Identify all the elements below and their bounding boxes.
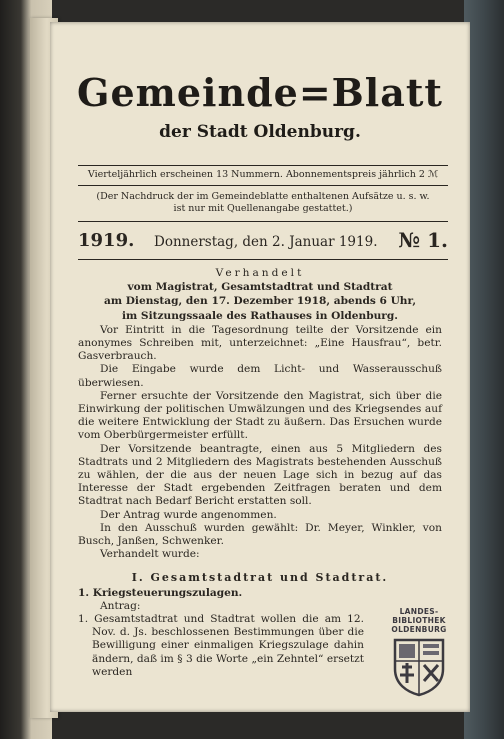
intro-line-3: im Sitzungssaale des Rathauses in Oldenburg. — [122, 309, 398, 322]
rule-issue — [78, 259, 448, 260]
paragraph-2: Die Eingabe wurde dem Licht- und Wasserausschuß überwiesen. — [78, 363, 442, 389]
list-item: 1. Gesamtstadtrat und Stadtrat wollen die am 12. Nov. d. Js. beschlossenen Bestimmungen über die Bewilligung einer einmaligen Kriegszulage dahin ändern, daß im § 3 die Worte „ein Zehntel“ ersetzt werden — [78, 613, 364, 678]
masthead-subtitle: der Stadt Oldenburg. — [159, 122, 361, 142]
newspaper-page — [50, 22, 470, 712]
library-stamp — [385, 607, 453, 707]
antrag-label: Antrag: — [100, 599, 141, 612]
subsection-title: 1. Kriegsteuerungszulagen. — [78, 586, 243, 599]
subscription-info: Vierteljährlich erscheinen 13 Nummern. Abonnementspreis jährlich 2 ℳ — [87, 169, 439, 180]
issue-year: 1919. — [78, 230, 135, 251]
issue-bar — [78, 228, 448, 256]
paragraph-6: In den Ausschuß wurden gewählt: Dr. Meyer, Winkler, von Busch, Janßen, Schwenker. — [78, 521, 442, 548]
book-binding-right — [464, 0, 504, 739]
stamp-line-2: BIBLIOTHEK — [392, 616, 446, 625]
reprint-notice-1: (Der Nachdruck der im Gemeindeblatte enthaltenen Aufsätze u. s. w. — [96, 191, 430, 202]
issue-number: № 1. — [398, 228, 448, 252]
reprint-notice-2: ist nur mit Quellenangabe gestattet.) — [173, 203, 353, 214]
paragraph-1: Vor Eintritt in die Tagesordnung teilte der Vorsitzende ein anonymes Schreiben mit, unterzeichnet: „Eine Hausfrau“, betr. Gasverbrauch. — [78, 323, 442, 363]
intro-line-1: vom Magistrat, Gesamtstadtrat und Stadtrat — [127, 281, 393, 294]
paragraph-5: Der Antrag wurde angenommen. — [100, 508, 277, 521]
section-title: I. Gesamtstadtrat und Stadtrat. — [131, 571, 389, 585]
paragraph-4: Der Vorsitzende beantragte, einen aus 5 Mitgliedern des Stadtrats und 2 Mitgliedern des Magistrats bestehenden Ausschuß zu wählen, der die aus der neuen Lage sich in bezug auf das Interesse der Stadt ergebenden Zeitfragen beraten und dem Stadtrat nach Bedarf Bericht erstatten soll. — [78, 442, 442, 508]
intro-line-2: am Dienstag, den 17. Dezember 1918, abends 6 Uhr, — [103, 295, 417, 308]
issue-date: Donnerstag, den 2. Januar 1919. — [154, 234, 378, 250]
stamp-line-1: LANDES- — [399, 607, 439, 616]
rule-mid — [78, 185, 448, 186]
paragraph-3: Ferner ersuchte der Vorsitzende den Magistrat, sich über die Einwirkung der politischen Umwälzungen und des Kriegsendes auf die weitere Entwicklung der Stadt zu äußern. Das Ersuchen wurde vom Oberbürgermeister erfüllt. — [78, 389, 442, 442]
stamp-line-3: OLDENBURG — [391, 625, 447, 634]
coat-of-arms-icon — [392, 637, 446, 697]
rule-lower — [78, 221, 448, 222]
article-heading: Verhandelt — [215, 267, 305, 279]
rule-top — [78, 165, 448, 166]
masthead-title: Gemeinde=Blatt — [77, 70, 443, 115]
verhandelt-wurde: Verhandelt wurde: — [100, 548, 200, 561]
